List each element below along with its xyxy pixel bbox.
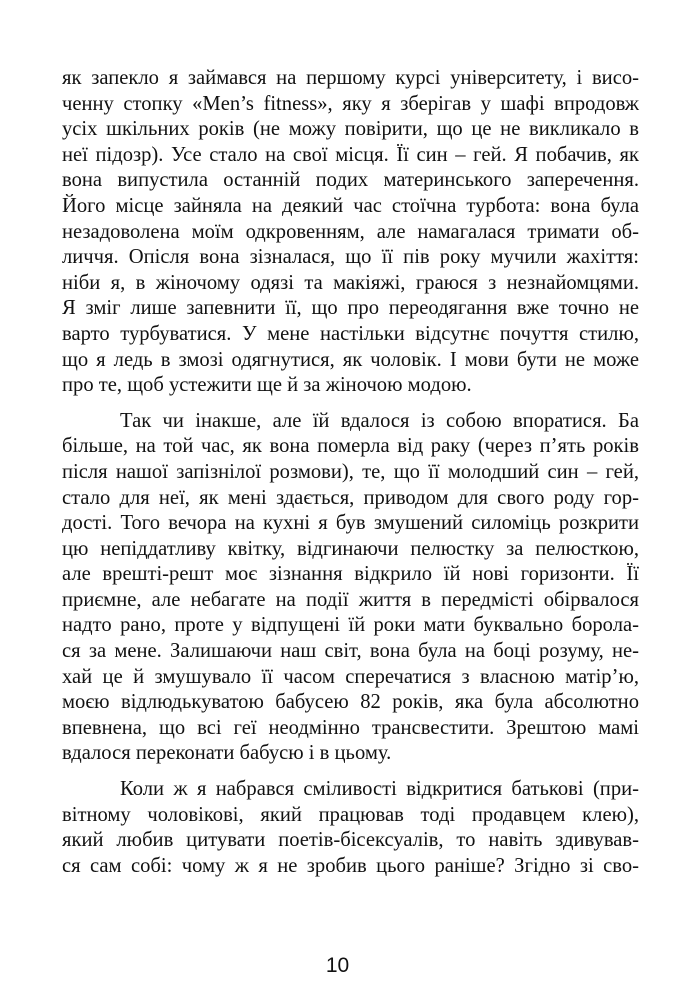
text-line: впевнена, що всі геї неодмінно трансвестити. Зрештою мамі [62, 716, 639, 739]
text-line: ченну стопку «Men’s fitness», яку я зберігав у шафі впродовж [62, 92, 639, 115]
paragraph [62, 777, 639, 879]
text-line: вона випустила останній подих материнського заперечення. [62, 169, 639, 192]
text-line: який любив цитувати поетів-бісексуалів, то навіть здивував- [62, 829, 639, 852]
text-line: після нашої запізнілої розмови), те, що її молодший син – гей, [62, 460, 639, 483]
text-line: про те, щоб устежити ще й за жіночою модою. [62, 374, 472, 397]
text-line: але врешті-решт моє зізнання відкрило їй нові горизонти. Її [62, 563, 639, 586]
text-line: як запекло я займався на першому курсі університету, і висо- [62, 67, 639, 89]
text-line: цю непіддатливу квітку, відгинаючи пелюстку за пелюсткою, [62, 537, 639, 560]
text-line: більше, на той час, як вона померла від раку (через п’ять років [62, 435, 639, 458]
text-line: надто рано, проте у відпущені їй роки мати буквально борола- [62, 614, 639, 637]
text-line: незадоволена моїм одкровенням, але намагалася тримати об- [62, 220, 639, 243]
text-line: личчя. Опісля вона зізналася, що її пів року мучили жахіття: [62, 246, 639, 269]
page-number: 10 [325, 954, 350, 977]
text-line: Його місце зайняла на деякий час стоїчна турбота: вона була [62, 194, 639, 217]
text-line: Так чи інакше, але їй вдалося із собою впоратися. Ба [120, 409, 639, 432]
text-line: вітному чоловікові, який працював тоді продавцем клею), [62, 803, 639, 826]
text-line: що я ледь в змозі одягнутися, як чоловік. І мови бути не може [62, 348, 639, 371]
text-line: приємне, але небагате на події життя в передмісті обірвалося [62, 588, 639, 611]
text-line: хай це й змушувало її часом сперечатися з власною матір’ю, [62, 665, 639, 688]
text-line: Коли ж я набрався сміливості відкритися батькові (при- [120, 778, 639, 801]
text-line: усіх шкільних років (не можу повірити, що це не викликало в [62, 118, 639, 141]
text-line: неї підозр). Усе стало на свої місця. Її син – гей. Я побачив, як [62, 143, 639, 166]
text-line: ся сам собі: чому ж я не зробив цього раніше? Згідно зі сво- [62, 854, 639, 877]
text-line: дості. Того вечора на кухні я був змушений силоміць розкрити [62, 512, 639, 535]
text-line: варто турбуватися. У мене настільки відсутнє почуття стилю, [62, 322, 639, 345]
paragraph [62, 66, 639, 399]
text-line: ся за мене. Залишаючи наш світ, вона була на боці розуму, не- [62, 640, 639, 663]
page-body [62, 66, 639, 879]
paragraph [62, 409, 639, 767]
text-line: моєю відлюдькуватою бабусею 82 років, яка була абсолютно [62, 691, 639, 714]
text-line: Я зміг лише запевнити її, що про переодягання вже точно не [62, 297, 639, 320]
text-line: ніби я, в жіночому одязі та макіяжі, граюся з незнайомцями. [62, 271, 639, 294]
text-line: стало для неї, як мені здається, приводом для свого роду гор- [62, 486, 639, 509]
text-line: вдалося переконати бабусю і в цьому. [62, 742, 392, 765]
